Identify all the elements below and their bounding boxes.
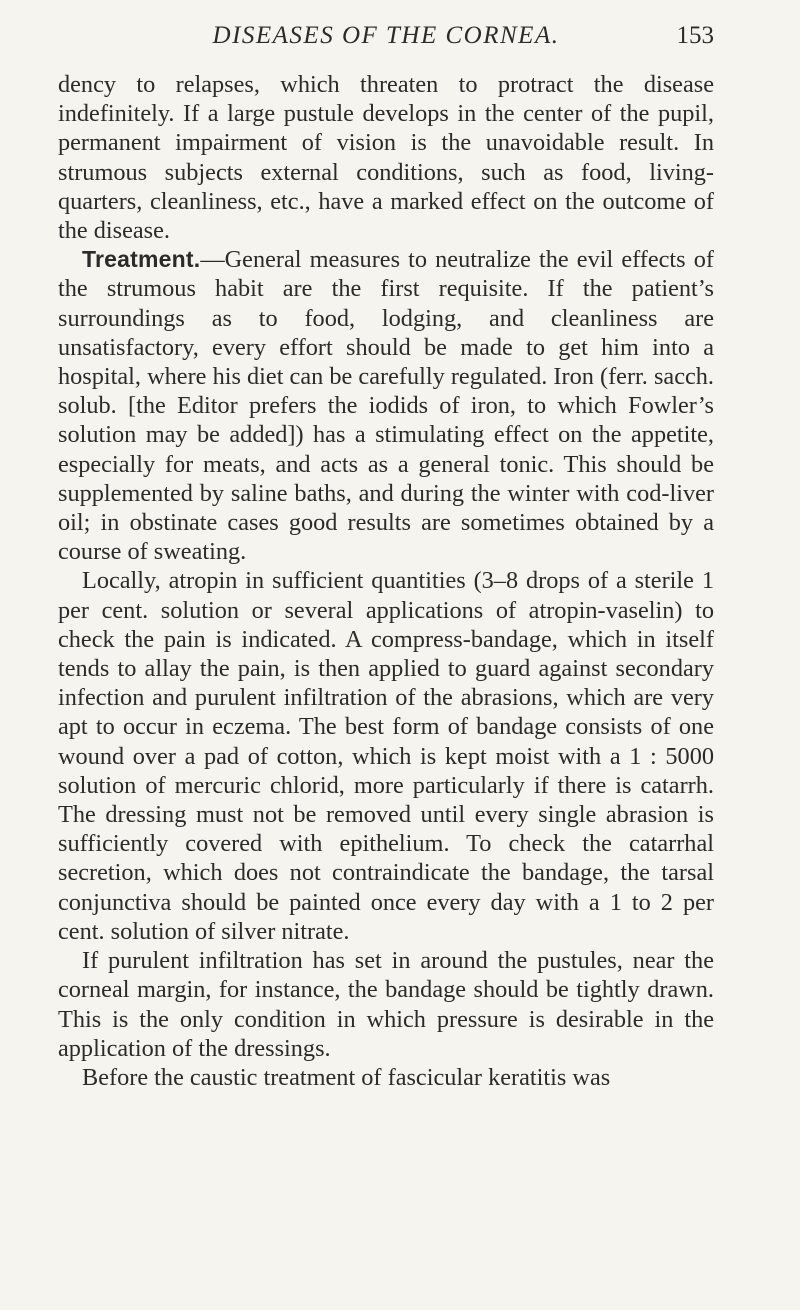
paragraph-caustic-treatment: Before the caustic treatment of fascicular keratitis was — [82, 1063, 611, 1091]
paragraph-local-treatment: Locally, atropin in sufficient quantities (3–8 drops of a sterile 1 per cent. solution or several applications of atropin-vaselin) to check the pain is indicated. A compress-bandage, which in itself tends to allay the pain, is then applied to guard against secondary infection and purulent infiltration of the abrasions, which are very apt to occur in eczema. The best form of bandage consists of one wound over a pad of cotton, which is kept moist with a 1 : 5000 solution of mercuric chlorid, more particularly if there is catarrh. The dressing must not be removed until every single abrasion is sufficiently covered with epithelium. To check the catarrhal secretion, which does not contraindicate the bandage, the tarsal conjunctiva should be painted once every day with a 1 to 2 per cent. solution of silver nitrate. — [58, 567, 714, 945]
body-text — [58, 70, 714, 1092]
running-title: DISEASES OF THE CORNEA. — [212, 22, 560, 49]
page-number: 153 — [676, 22, 714, 49]
treatment-text: —General measures to neutralize the evil effects of the strumous habit are the first requisite. If the patient’s surroundings as to food, lodging, and cleanliness are unsatisfactory, every effort should be made to get him into a hospital, where his diet can be carefully regulated. Iron (ferr. sacch. solub. [the Editor prefers the iodids of iron, to which Fowler’s solution may be added]) has a stimulating effect on the appetite, especially for meats, and acts as a general tonic. This should be supplemented by saline baths, and during the winter with cod-liver oil; in obstinate cases good results are sometimes obtained by a course of sweating. — [58, 246, 714, 566]
paragraph-treatment — [58, 245, 714, 566]
paragraph-continuation: dency to relapses, which threaten to protract the disease indefinitely. If a large pustule develops in the center of the pupil, permanent impairment of vision is the unavoidable result. In strumous subjects external conditions, such as food, living-quarters, cleanliness, etc., have a marked effect on the outcome of the disease. — [58, 71, 714, 245]
treatment-heading: Treatment. — [82, 246, 201, 273]
paragraph-purulent-infiltration: If purulent infiltration has set in around the pustules, near the corneal margin, for instance, the bandage should be tightly drawn. This is the only condition in which pressure is desirable in the application of the dressings. — [58, 947, 714, 1062]
running-head — [58, 22, 714, 70]
